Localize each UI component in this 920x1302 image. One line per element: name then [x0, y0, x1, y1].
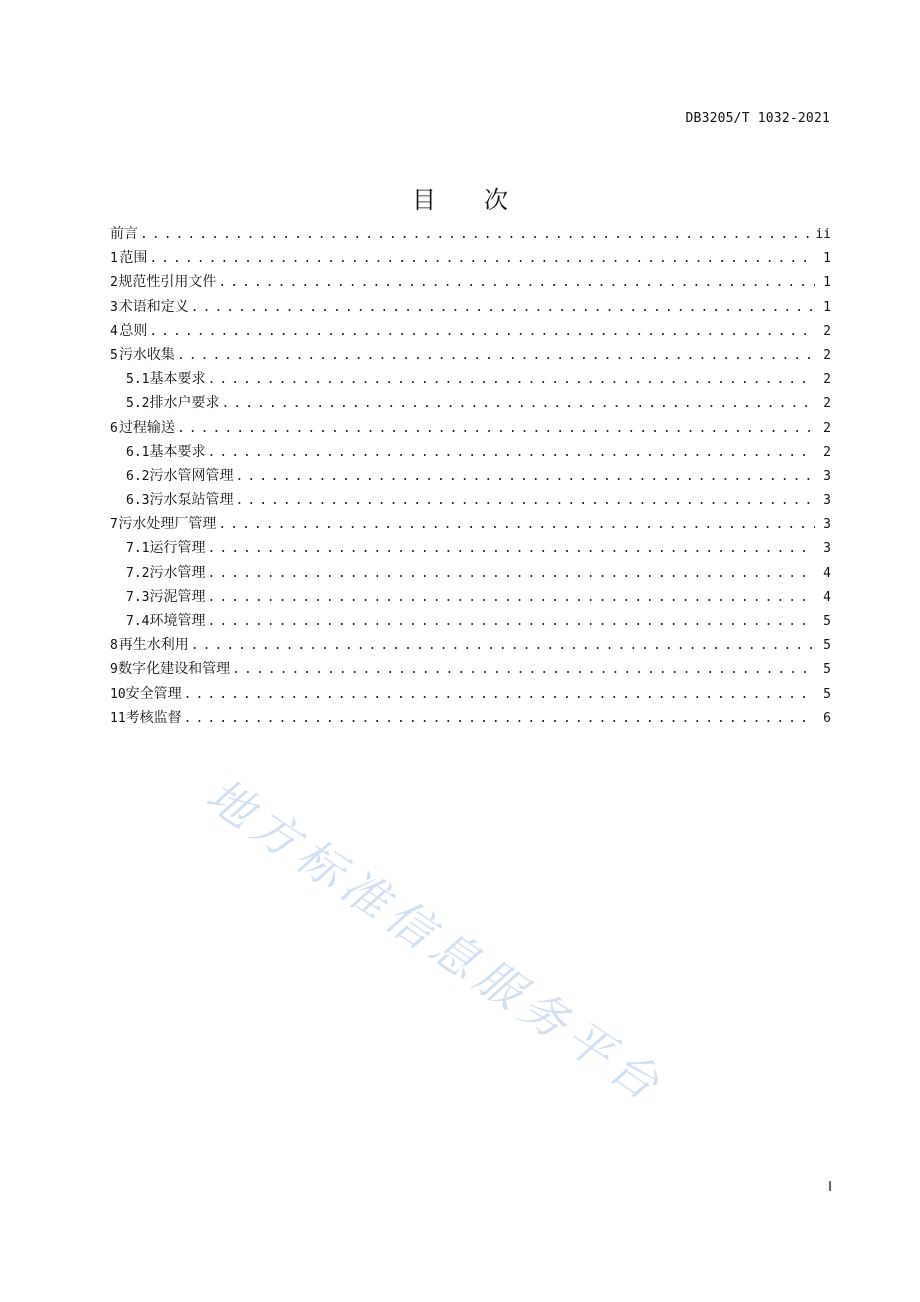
page-folio: I	[828, 1180, 832, 1195]
toc-entry-label: 数字化建设和管理	[118, 661, 231, 678]
toc-entry-label: 排水户要求	[149, 395, 220, 412]
toc-entry[interactable]	[110, 585, 831, 609]
toc-entry[interactable]	[110, 682, 831, 706]
toc-entry-label: 污水管网管理	[149, 467, 234, 484]
toc-entry[interactable]	[110, 295, 831, 319]
toc-entry-number: 11	[110, 710, 126, 726]
toc-entry-label: 污水泵站管理	[149, 492, 234, 509]
toc-entry-label: 过程输送	[118, 419, 175, 436]
toc-entry[interactable]	[110, 440, 831, 464]
toc-entry-label: 范围	[119, 250, 148, 267]
toc-entry-number: 7.3	[126, 589, 150, 605]
toc-title-right: 次	[484, 186, 508, 214]
toc-entry[interactable]	[110, 633, 831, 657]
toc-entry-number: 4	[110, 323, 118, 339]
toc-title-left: 目	[412, 186, 436, 214]
toc-entry-page: 2	[823, 323, 831, 339]
toc-entry-label: 基本要求	[149, 371, 206, 388]
toc-entry-number: 5.2	[126, 396, 150, 412]
toc-entry-page: 5	[823, 614, 831, 629]
toc-entry-label: 污水处理厂管理	[118, 516, 217, 533]
table-of-contents	[110, 222, 831, 730]
toc-entry-page: ii	[815, 227, 831, 242]
toc-entry-number: 7.2	[126, 565, 150, 581]
toc-entry[interactable]	[110, 222, 831, 246]
toc-entry[interactable]	[110, 536, 831, 560]
toc-entry-label: 规范性引用文件	[118, 274, 217, 291]
toc-entry-page: 2	[823, 347, 831, 363]
toc-entry-label: 基本要求	[149, 443, 206, 460]
toc-entry-page: 3	[823, 493, 831, 509]
toc-entry-number: 6.3	[126, 493, 150, 509]
toc-entry-page: 1	[823, 251, 831, 267]
toc-entry-page: 5	[823, 638, 831, 654]
toc-entry-number: 3	[110, 299, 118, 315]
toc-entry[interactable]	[110, 319, 831, 343]
toc-entry-number: 5.1	[126, 372, 150, 388]
watermark: 地方标准信息服务平台	[196, 767, 675, 1115]
toc-entry-number: 1	[110, 251, 118, 267]
toc-entry[interactable]	[110, 561, 831, 585]
toc-entry[interactable]	[110, 609, 831, 633]
document-code: DB3205/T 1032-2021	[685, 111, 830, 126]
toc-entry-label: 再生水利用	[118, 637, 189, 654]
toc-entry-label: 污水管理	[149, 564, 206, 581]
toc-entry-label: 污水收集	[118, 346, 175, 363]
toc-entry-page: 1	[823, 275, 831, 291]
toc-entry-label: 总则	[119, 322, 148, 339]
toc-entry-label: 术语和定义	[118, 298, 189, 315]
toc-entry[interactable]	[110, 512, 831, 536]
toc-entry-label: 前言	[110, 226, 138, 242]
toc-entry-page: 3	[823, 541, 831, 557]
toc-entry-label: 安全管理	[125, 685, 182, 702]
toc-entry-page: 4	[823, 565, 831, 581]
toc-entry-page: 3	[823, 468, 831, 484]
toc-entry-page: 2	[823, 372, 831, 388]
toc-entry-number: 8	[110, 638, 118, 654]
toc-entry[interactable]	[110, 657, 831, 681]
toc-entry-page: 6	[823, 710, 831, 726]
toc-entry-number: 5	[110, 347, 118, 363]
toc-entry-number: 7	[110, 517, 118, 533]
toc-entry[interactable]	[110, 706, 831, 730]
toc-entry-label: 污泥管理	[149, 588, 206, 605]
toc-entry-label: 环境管理	[149, 613, 206, 629]
toc-entry[interactable]	[110, 270, 831, 294]
toc-entry-page: 5	[823, 662, 831, 678]
toc-entry-number: 6.2	[126, 468, 150, 484]
toc-entry-page: 2	[823, 420, 831, 436]
toc-entry[interactable]	[110, 464, 831, 488]
toc-entry[interactable]	[110, 246, 831, 270]
toc-entry-number: 6.1	[126, 444, 150, 460]
toc-entry[interactable]	[110, 367, 831, 391]
toc-entry-number: 9	[110, 662, 118, 678]
toc-entry-number: 10	[110, 686, 126, 702]
toc-entry-number: 6	[110, 420, 118, 436]
toc-entry-page: 5	[823, 686, 831, 702]
toc-entry-number: 2	[110, 275, 118, 291]
toc-entry[interactable]	[110, 488, 831, 512]
toc-entry-number: 7.4	[126, 614, 150, 629]
toc-title	[0, 180, 920, 215]
toc-entry-page: 3	[823, 517, 831, 533]
toc-entry[interactable]	[110, 416, 831, 440]
toc-entry-label: 考核监督	[125, 709, 182, 726]
toc-entry-page: 4	[823, 589, 831, 605]
toc-entry-label: 运行管理	[149, 540, 206, 557]
toc-entry-page: 1	[823, 299, 831, 315]
toc-entry-number: 7.1	[126, 541, 150, 557]
toc-entry[interactable]	[110, 391, 831, 415]
toc-entry[interactable]	[110, 343, 831, 367]
toc-entry-page: 2	[823, 396, 831, 412]
toc-entry-page: 2	[823, 444, 831, 460]
